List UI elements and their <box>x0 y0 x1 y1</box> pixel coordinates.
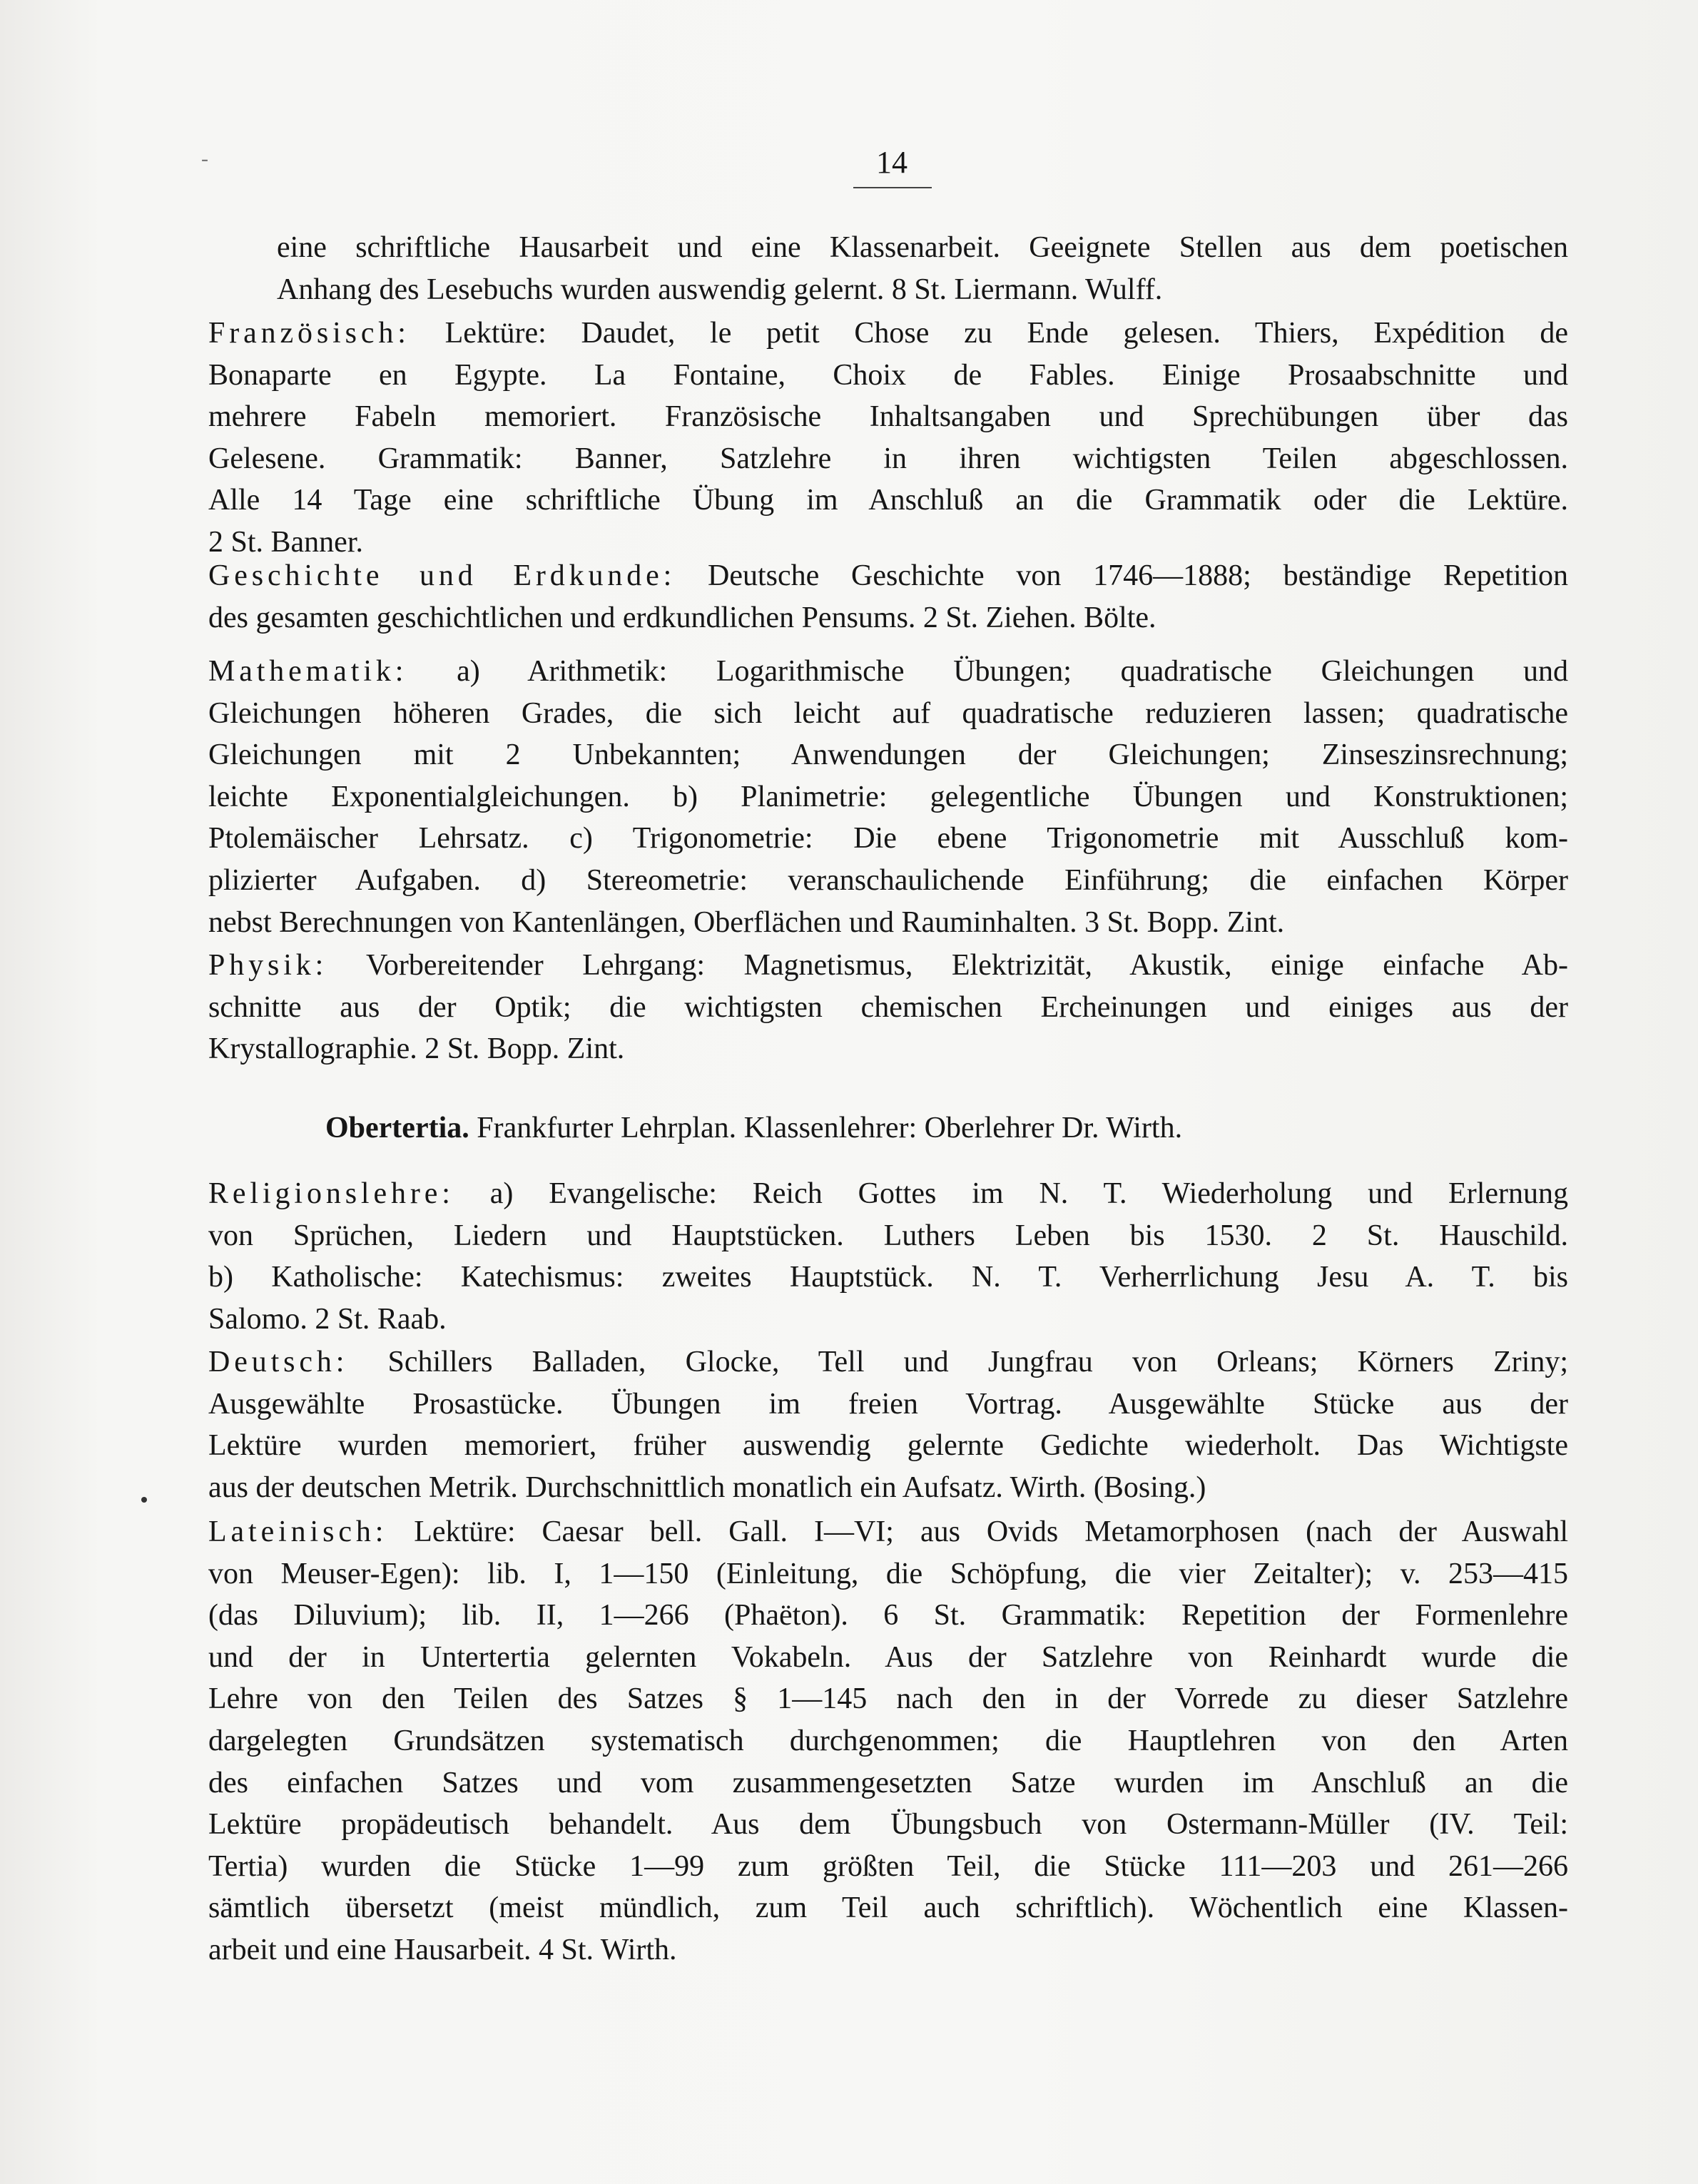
paragraph-franzoesisch <box>208 313 1568 564</box>
text-line: Salomo. 2 St. Raab. <box>208 1302 447 1336</box>
text-line: Gelesene. Grammatik: Banner, Satzlehre in ihren wichtigsten Teilen abgeschlossen. <box>208 442 1568 475</box>
paragraph-mathematik <box>208 651 1568 943</box>
paragraph-deutsch <box>208 1341 1568 1508</box>
margin-dot <box>141 1497 147 1503</box>
paragraph-geschichte <box>208 555 1568 639</box>
subject-heading: Deutsch: <box>208 1346 349 1378</box>
text-line: Schillers Balladen, Glocke, Tell und Jungfrau von Orleans; Körners Zriny; <box>348 1346 1568 1378</box>
text-line: Lektüre wurden memoriert, früher auswendig gelernte Gedichte wiederholt. Das Wichtigste <box>208 1429 1568 1463</box>
text-line: Bonaparte en Egypte. La Fontaine, Choix de Fables. Einige Prosaabschnitte und <box>208 358 1568 392</box>
text-line: arbeit und eine Hausarbeit. 4 St. Wirth. <box>208 1933 677 1966</box>
text-line: Krystallographie. 2 St. Bopp. Zint. <box>208 1032 625 1066</box>
text-line: Vorbereitender Lehrgang: Magnetismus, Elektrizität, Akustik, einige einfache Ab- <box>327 949 1568 982</box>
text-line: (das Diluvium); lib. II, 1—266 (Phaëton). 6 St. Grammatik: Repetition der Formenlehre <box>208 1599 1568 1632</box>
text-line: a) Arithmetik: Logarithmische Übungen; quadratische Gleichungen und <box>407 655 1568 688</box>
text-line: dargelegten Grundsätzen systematisch durchgenommen; die Hauptlehren von den Arten <box>208 1724 1568 1757</box>
text-line: Tertia) wurden die Stücke 1—99 zum größten Teil, die Stücke 111—203 und 261—266 <box>208 1849 1568 1883</box>
text-line: von Meuser-Egen): lib. I, 1—150 (Einleitung, die Schöpfung, die vier Zeitalter); v. 253—415 <box>208 1557 1568 1590</box>
page-number-rule <box>853 187 932 188</box>
text-line: Lektüre propädeutisch behandelt. Aus dem Übungsbuch von Ostermann-Müller (IV. Teil: <box>208 1808 1568 1842</box>
text-line: sämtlich übersetzt (meist mündlich, zum Teil auch schriftlich). Wöchentlich eine Klassen- <box>208 1891 1568 1925</box>
text-line: Ausgewählte Prosastücke. Übungen im freien Vortrag. Ausgewählte Stücke aus der <box>208 1387 1568 1421</box>
text-line: des gesamten geschichtlichen und erdkundlichen Pensums. 2 St. Ziehen. Bölte. <box>208 601 1156 634</box>
text-line: Lektüre: Daudet, le petit Chose zu Ende gelesen. Thiers, Expédition de <box>410 317 1568 350</box>
paragraph-deutsch-continuation <box>208 227 1568 310</box>
text-line: Gleichungen höheren Grades, die sich leicht auf quadratische reduzieren lassen; quadratische <box>208 696 1568 730</box>
subject-heading: Physik: <box>208 949 328 982</box>
text-line: und der in Untertertia gelernten Vokabeln. Aus der Satzlehre von Reinhardt wurde die <box>208 1640 1568 1674</box>
subject-heading: Religionslehre: <box>208 1177 454 1210</box>
text-line: plizierter Aufgaben. d) Stereometrie: veranschaulichende Einführung; die einfachen Körper <box>208 863 1568 897</box>
text-line: aus der deutschen Metrik. Durchschnittlich monatlich ein Aufsatz. Wirth. (Bosing.) <box>208 1471 1206 1504</box>
text-line: Gleichungen mit 2 Unbekannten; Anwendungen der Gleichungen; Zinseszinsrechnung; <box>208 738 1568 772</box>
text-line: a) Evangelische: Reich Gottes im N. T. Wiederholung und Erlernung <box>454 1177 1568 1210</box>
paragraph-religionslehre <box>208 1173 1568 1340</box>
section-title: Obertertia. <box>325 1112 469 1144</box>
subject-heading: Mathematik: <box>208 655 408 688</box>
text-line: des einfachen Satzes und vom zusammengesetzten Satze wurden im Anschluß an die <box>208 1766 1568 1799</box>
paragraph-physik <box>208 945 1568 1070</box>
text-line: nebst Berechnungen von Kantenlängen, Oberflächen und Rauminhalten. 3 St. Bopp. Zint. <box>208 905 1285 939</box>
text-line: leichte Exponentialgleichungen. b) Planimetrie: gelegentliche Übungen und Konstruktionen; <box>208 780 1568 813</box>
subject-heading: Französisch: <box>208 317 410 350</box>
text-line: Alle 14 Tage eine schriftliche Übung im Anschluß an die Grammatik oder die Lektüre. <box>208 484 1568 517</box>
margin-mark: - <box>201 147 208 171</box>
text-line: von Sprüchen, Liedern und Hauptstücken. Luthers Leben bis 1530. 2 St. Hauschild. <box>208 1219 1568 1252</box>
text-line: Anhang des Lesebuchs wurden auswendig gelernt. 8 St. Liermann. Wulff. <box>277 273 1163 306</box>
paragraph-lateinisch <box>208 1511 1568 1971</box>
section-heading <box>325 1107 1610 1149</box>
text-line: Lektüre: Caesar bell. Gall. I—VI; aus Ovids Metamorphosen (nach der Auswahl <box>387 1515 1568 1548</box>
subject-heading: Geschichte und Erdkunde: <box>208 559 676 592</box>
text-line: eine schriftliche Hausarbeit und eine Klassenarbeit. Geeignete Stellen aus dem poetischen <box>277 231 1568 264</box>
text-line: Deutsche Geschichte von 1746—1888; beständige Repetition <box>676 559 1568 592</box>
subject-heading: Lateinisch: <box>208 1515 388 1548</box>
text-line: 2 St. Banner. <box>208 525 363 559</box>
section-subtitle: Frankfurter Lehrplan. Klassenlehrer: Oberlehrer Dr. Wirth. <box>469 1112 1183 1144</box>
text-line: b) Katholische: Katechismus: zweites Hauptstück. N. T. Verherrlichung Jesu A. T. bis <box>208 1261 1568 1294</box>
text-line: mehrere Fabeln memoriert. Französische Inhaltsangaben und Sprechübungen über das <box>208 400 1568 434</box>
text-line: Ptolemäischer Lehrsatz. c) Trigonometrie: Die ebene Trigonometrie mit Ausschluß kom- <box>208 822 1568 855</box>
page-number: 14 <box>876 145 908 180</box>
text-line: schnitte aus der Optik; die wichtigsten chemischen Ercheinungen und einiges aus der <box>208 990 1568 1024</box>
text-line: Lehre von den Teilen des Satzes § 1—145 nach den in der Vorrede zu dieser Satzlehre <box>208 1682 1568 1716</box>
